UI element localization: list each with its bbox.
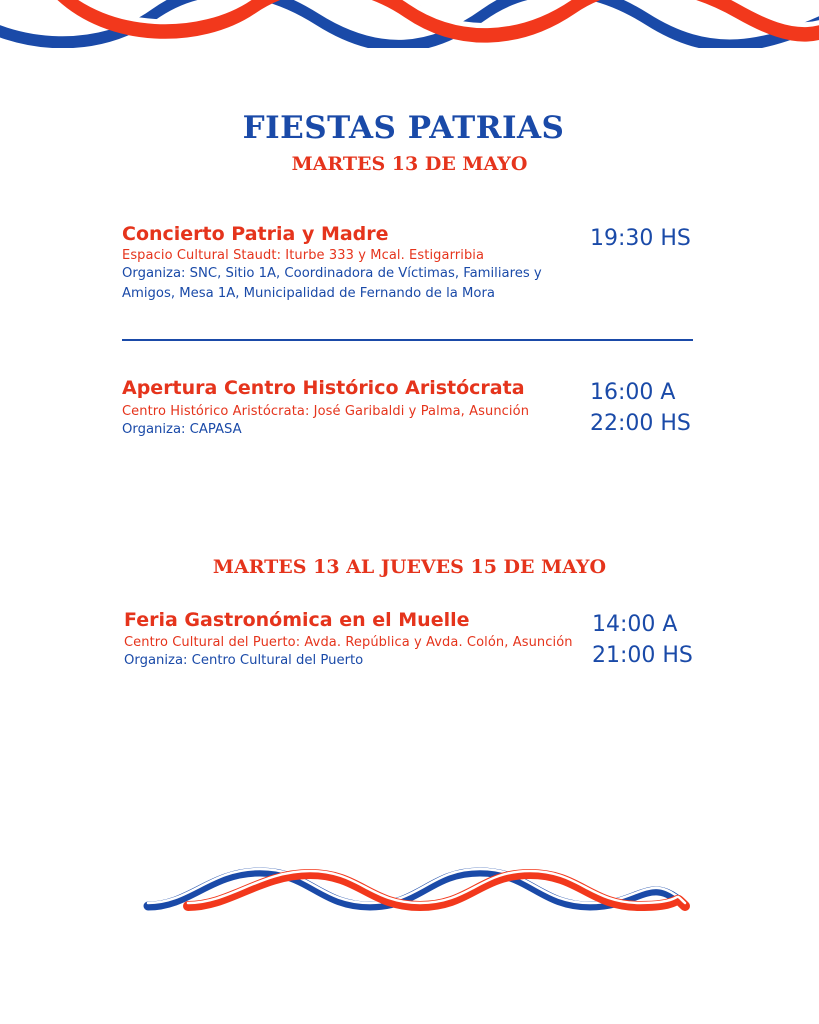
- event-title: Apertura Centro Histórico Aristócrata: [122, 377, 525, 399]
- event-time: [590, 223, 691, 254]
- event-time-line2: 22:00 HS: [590, 411, 691, 436]
- bottom-ribbon-decoration: [140, 862, 695, 918]
- event-time-line1: 16:00 A: [590, 380, 676, 405]
- page-title: FIESTAS PATRIAS: [242, 110, 565, 146]
- event-organizer: Organiza: SNC, Sitio 1A, Coordinadora de Víctimas, Familiares y Amigos, Mesa 1A, Municipalidad de Fernando de la Mora: [122, 266, 542, 301]
- event-place: Espacio Cultural Staudt: Iturbe 333 y Mcal. Estigarribia: [122, 248, 485, 263]
- section-divider: [122, 339, 693, 341]
- event-time-line2: 21:00 HS: [592, 643, 693, 668]
- section-date-1: MARTES 13 DE MAYO: [291, 153, 528, 175]
- event-time: [590, 377, 691, 439]
- event-title: Concierto Patria y Madre: [122, 223, 389, 245]
- event-place: Centro Cultural del Puerto: Avda. República y Avda. Colón, Asunción: [124, 635, 573, 650]
- event-organizer: Organiza: Centro Cultural del Puerto: [124, 653, 364, 668]
- event-time: [592, 609, 693, 671]
- event-title: Feria Gastronómica en el Muelle: [124, 609, 470, 631]
- section-date-2: MARTES 13 AL JUEVES 15 DE MAYO: [212, 556, 607, 578]
- top-ribbon-decoration: [0, 0, 819, 48]
- event-time-line1: 14:00 A: [592, 612, 678, 637]
- event-place: Centro Histórico Aristócrata: José Garibaldi y Palma, Asunción: [122, 404, 530, 419]
- event-time-line1: 19:30 HS: [590, 226, 691, 251]
- event-organizer: Organiza: CAPASA: [122, 422, 242, 437]
